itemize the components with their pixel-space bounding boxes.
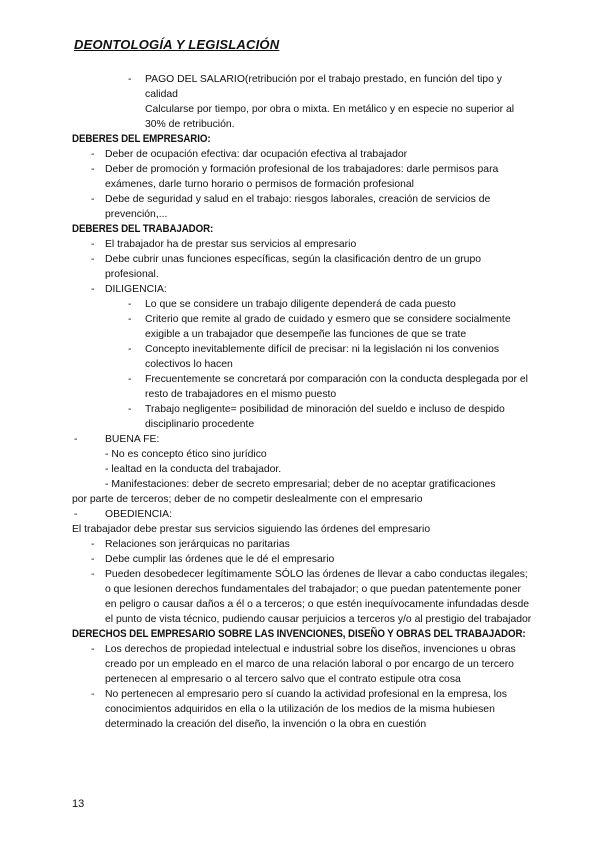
sub-list-item: - Trabajo negligente= posibilidad de minoración del sueldo e incluso de despido disciplinario procedente [128, 404, 505, 430]
list-dash: - [128, 74, 132, 85]
obediencia-label: - OBEDIENCIA: [74, 509, 172, 520]
list-item: - El trabajador ha de prestar sus servicios al empresario [91, 239, 357, 250]
buena-fe-continuation: por parte de terceros; deber de no competir deslealmente con el empresario [72, 494, 423, 505]
list-item: - Deber de promoción y formación profesional de los trabajadores: darle permisos para exámenes, darle turno horario o permisos de formación profesional [91, 164, 499, 190]
list-item: - Los derechos de propiedad intelectual e industrial sobre los diseños, invenciones u obras creado por un empleado en el marco de una relación laboral o por encargo de un tercero pertenecen al empresario o al tercero salvo que el contrato estipule otra cosa [91, 644, 516, 685]
list-item: - Pueden desobedecer legítimamente SÓLO las órdenes de llevar a cabo conductas ilegales; o que lesionen derechos fundamentales del trabajador; o que puedan patentemente poner en peligro o causar daños a él o a terceros; o que estén inequívocamente infundadas desde el punto de vista técnico, pudiendo causar perjuicios a terceros y/o al prestigio del trabajador [91, 569, 532, 625]
list-item: - Debe de seguridad y salud en el trabajo: riesgos laborales, creación de servicios de prevención,... [91, 194, 491, 220]
buena-fe-line: - No es concepto ético sino jurídico [105, 449, 267, 460]
buena-fe-line: - lealtad en la conducta del trabajador. [105, 464, 282, 475]
sub-list-item: - Criterio que remite al grado de cuidado y esmero que se considere socialmente exigible a un trabajador que desempeñe las funciones de que se trate [128, 314, 511, 340]
intro-line-2: Calcularse por tiempo, por obra o mixta. En metálico y en especie no superior al 30% de retribución. [145, 104, 515, 130]
buena-fe-label: - BUENA FE: [74, 434, 160, 445]
section-heading-derechos: DERECHOS DEL EMPRESARIO SOBRE LAS INVENCIONES, DISEÑO Y OBRAS DEL TRABAJADOR: [72, 628, 526, 640]
section-heading-deberes-empresario: DEBERES DEL EMPRESARIO: [72, 133, 211, 145]
list-item: - No pertenecen al empresario pero sí cuando la actividad profesional en la empresa, los conocimientos adquiridos en ella o la utilización de los medios de la misma hubiesen determinado la creación del diseño, la invención o la obra en cuestión [91, 689, 508, 730]
buena-fe-line: - Manifestaciones: deber de secreto empresarial; deber de no aceptar gratificaciones [105, 479, 496, 490]
sub-list-item: - Concepto inevitablemente difícil de precisar: ni la legislación ni los convenios colectivos lo hacen [128, 344, 500, 370]
list-item: - Deber de ocupación efectiva: dar ocupación efectiva al trabajador [91, 149, 408, 160]
list-item-diligencia: - DILIGENCIA: [91, 284, 167, 295]
intro-line-1: PAGO DEL SALARIO(retribución por el trabajo prestado, en función del tipo y calidad [145, 74, 502, 100]
intro-item [72, 72, 532, 132]
obediencia-intro: El trabajador debe prestar sus servicios siguiendo las órdenes del empresario [72, 524, 431, 535]
list-item: - Debe cumplir las órdenes que le dé el empresario [91, 554, 335, 565]
list-item: - Relaciones son jerárquicas no paritarias [91, 539, 290, 550]
running-header-title: DEONTOLOGÍA Y LEGISLACIÓN [74, 37, 280, 52]
sub-list-item: - Frecuentemente se concretará por comparación con la conducta desplegada por el resto de trabajadores en el mismo puesto [128, 374, 528, 400]
page-body [72, 72, 532, 732]
list-item: - Debe cubrir unas funciones específicas, según la clasificación dentro de un grupo profesional. [91, 254, 482, 280]
page-number: 13 [72, 798, 85, 810]
section-heading-deberes-trabajador: DEBERES DEL TRABAJADOR: [72, 223, 214, 235]
sub-list-item: - Lo que se considere un trabajo diligente dependerá de cada puesto [128, 299, 456, 310]
